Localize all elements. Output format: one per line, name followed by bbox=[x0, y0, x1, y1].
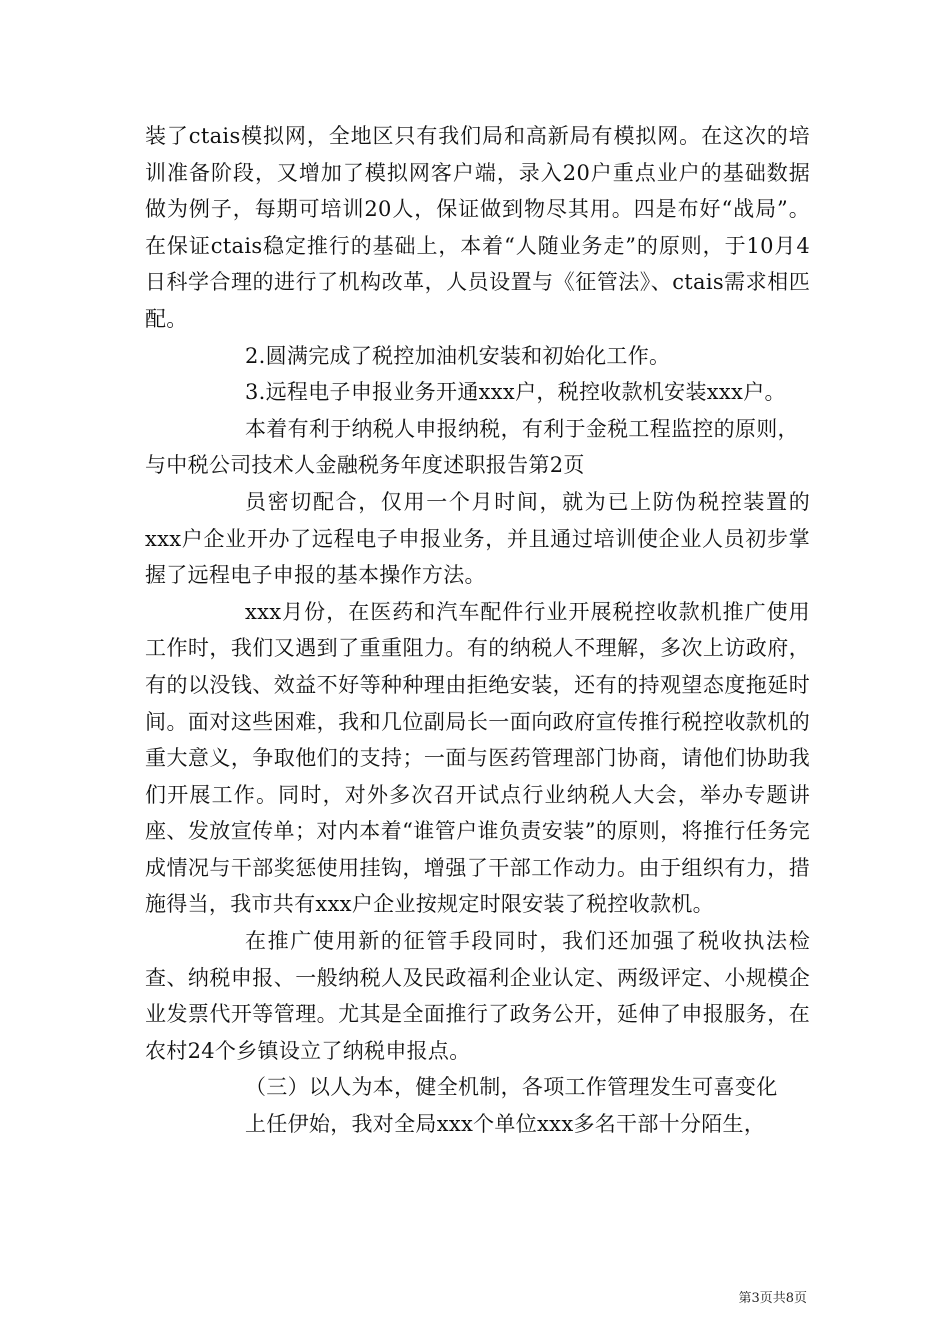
paragraph-6: 员密切配合，仅用一个月时间，就为已上防伪税控装置的xxx户企业开办了远程电子申报业务，并且通过培训使企业人员初步掌握了远程电子申报的基本操作方法。 bbox=[145, 489, 810, 588]
paragraph-1: 装了ctais模拟网，全地区只有我们局和高新局有模拟网。在这次的培训准备阶段，又增加了模拟网客户端，录入20户重点业户的基础数据做为例子，每期可培训20人，保证做到物尽其用。四是布好“战局”。在保证ctais稳定推行的基础上，本着“人随业务走”的原则，于10月4日科学合理的进行了机构改革，人员设置与《征管法》、ctais需求相匹配。 bbox=[145, 124, 810, 331]
paragraph-8: 在推广使用新的征管手段同时，我们还加强了税收执法检查、纳税申报、一般纳税人及民政福利企业认定、两级评定、小规模企业发票代开等管理。尤其是全面推行了政务公开，延伸了申报服务，在农村24个乡镇设立了纳税申报点。 bbox=[145, 929, 810, 1063]
paragraph-4: 本着有利于纳税人申报纳税，有利于金税工程监控的原则， bbox=[245, 416, 799, 441]
paragraph-7: xxx月份，在医药和汽车配件行业开展税控收款机推广使用工作时，我们又遇到了重重阻力。有的纳税人不理解，多次上访政府，有的以没钱、效益不好等种种理由拒绝安装，还有的持观望态度拖延时间。面对这些困难，我和几位副局长一面向政府宣传推行税控收款机的重大意义，争取他们的支持；一面与医药管理部门协商，请他们协助我们开展工作。同时，对外多次召开试点行业纳税人大会，举办专题讲座、发放宣传单；对内本着“谁管户谁负责安装”的原则，将推行任务完成情况与干部奖惩使用挂钩，增强了干部工作动力。由于组织有力，措施得当，我市共有xxx户企业按规定时限安装了税控收款机。 bbox=[145, 599, 810, 917]
paragraph-3: 3.远程电子申报业务开通xxx户，税控收款机安装xxx户。 bbox=[245, 380, 786, 405]
document-body bbox=[145, 118, 810, 1143]
paragraph-5: 与中税公司技术人金融税务年度述职报告第2页 bbox=[145, 453, 585, 478]
paragraph-10: 上任伊始，我对全局xxx个单位xxx多名干部十分陌生， bbox=[245, 1112, 766, 1137]
paragraph-9: （三）以人为本，健全机制，各项工作管理发生可喜变化 bbox=[245, 1075, 778, 1100]
paragraph-2: 2.圆满完成了税控加油机安装和初始化工作。 bbox=[245, 343, 671, 368]
page-number-footer: 第3页共8页 bbox=[738, 1291, 807, 1306]
